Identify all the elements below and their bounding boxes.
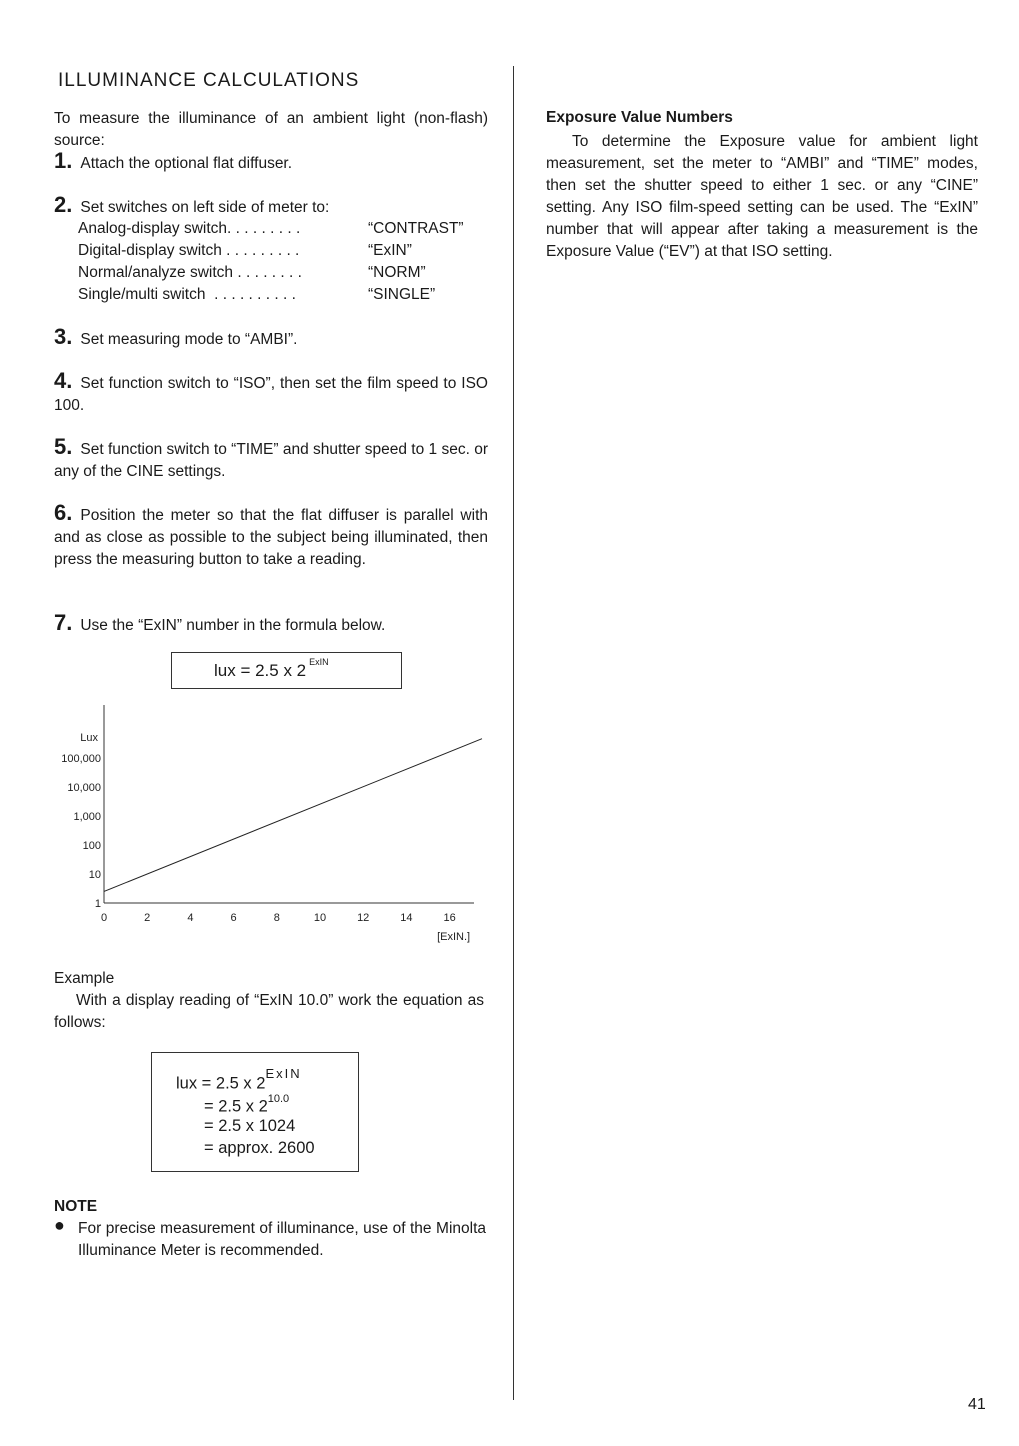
step-4-text: Set function switch to “ISO”, then set the film speed to ISO 100.: [54, 375, 488, 414]
ev-heading: Exposure Value Numbers: [546, 109, 733, 126]
note-bullet: ●: [54, 1215, 65, 1235]
switch-label: Normal/analyze switch . . . . . . . .: [78, 264, 302, 281]
ev-text: To determine the Exposure value for ambient light measurement, set the meter to “AMBI” and “TIME” modes, then set the shutter speed to either 1 sec. or any “CINE” setting. Any ISO film-speed setting can be used. The “ExIN” number that will appear after taking a measurement is the Exposure Value (“EV”) at that ISO setting.: [546, 133, 978, 260]
step-3-number: 3.: [54, 324, 73, 349]
x-tick-label: 6: [230, 912, 237, 924]
example-line-2: [204, 1091, 289, 1118]
example-line-main: lux = 2.5 x 2: [176, 1074, 266, 1093]
switch-row-single: [78, 284, 498, 306]
y-tick-label: 10,000: [67, 782, 101, 794]
x-tick-label: 16: [443, 912, 456, 924]
x-tick-label: 10: [313, 912, 327, 924]
x-tick-label: 14: [400, 912, 413, 924]
y-tick-label: 1: [94, 898, 101, 910]
example-line-main: = 2.5 x 2: [204, 1097, 268, 1116]
note-heading: NOTE: [54, 1198, 98, 1215]
series-line: [104, 739, 482, 892]
x-tick-label: 2: [144, 912, 151, 924]
step-4: [54, 370, 488, 417]
step-7-text: Use the “ExIN” number in the formula below.: [80, 617, 386, 634]
x-tick-label: 8: [273, 912, 280, 924]
step-5-text: Set function switch to “TIME” and shutter speed to 1 sec. or any of the CINE settings.: [54, 441, 488, 480]
example-line-4: = approx. 2600: [204, 1139, 315, 1157]
y-tick-label: 100: [82, 840, 101, 852]
step-7: [54, 612, 488, 637]
y-tick-label: 100,000: [61, 753, 101, 765]
step-1-number: 1.: [54, 148, 73, 173]
intro-text: To measure the illuminance of an ambient light (non-flash) source:: [54, 110, 488, 149]
example-heading: Example: [54, 970, 115, 987]
switch-label: Single/multi switch . . . . . . . . . .: [78, 286, 296, 303]
y-tick-label: 1,000: [73, 811, 101, 823]
page-title: ILLUMINANCE CALCULATIONS: [58, 70, 360, 91]
step-5: [54, 436, 488, 483]
switch-value: “ExIN”: [368, 242, 412, 259]
example-line-3: = 2.5 x 1024: [204, 1117, 296, 1135]
x-tick-label: 0: [100, 912, 108, 924]
note-text: For precise measurement of illuminance, use of the Minolta Illuminance Meter is recommended.: [78, 1220, 486, 1259]
switch-row-digital: [78, 240, 498, 262]
example-text: With a display reading of “ExIN 10.0” work the equation as follows:: [54, 992, 484, 1031]
formula: [214, 657, 329, 681]
example-line-sup: ExIN: [265, 1066, 302, 1081]
step-3-text: Set measuring mode to “AMBI”.: [80, 331, 298, 348]
step-7-number: 7.: [54, 610, 73, 635]
step-1: [54, 150, 488, 175]
switch-row-normal: [78, 262, 498, 284]
example-formula-box: [151, 1052, 359, 1172]
step-2: [54, 194, 488, 219]
switch-value: “CONTRAST”: [368, 220, 464, 237]
switch-value: “NORM”: [368, 264, 426, 281]
switch-value: “SINGLE”: [368, 286, 436, 303]
step-6-text: Position the meter so that the flat diffuser is parallel with and as close as possible to the subject being illuminated, then press the measuring button to take a reading.: [54, 507, 488, 568]
step-2-text: Set switches on left side of meter to:: [80, 199, 330, 216]
x-tick-label: 12: [357, 912, 370, 924]
formula-exponent: ExIN: [309, 657, 329, 668]
formula-base: lux = 2.5 x 2: [214, 661, 307, 680]
step-3: [54, 326, 488, 351]
column-divider: [513, 66, 514, 1400]
y-tick-label: 10: [88, 869, 101, 881]
step-4-number: 4.: [54, 368, 73, 393]
step-6: [54, 502, 488, 571]
step-5-number: 5.: [54, 434, 73, 459]
page-number: 41: [968, 1396, 986, 1413]
step-1-text: Attach the optional flat diffuser.: [80, 155, 293, 172]
example-line-sup: 10.0: [267, 1093, 290, 1105]
x-tick-label: 4: [187, 912, 194, 924]
switch-label: Analog-display switch. . . . . . . . .: [78, 220, 301, 237]
y-axis-label: Lux: [80, 732, 98, 744]
step-2-number: 2.: [54, 192, 73, 217]
switch-label: Digital-display switch . . . . . . . . .: [78, 242, 300, 259]
formula-box: [171, 652, 402, 689]
step-6-number: 6.: [54, 500, 73, 525]
x-axis-label: [ExIN.]: [437, 931, 471, 943]
switch-row-analog: [78, 218, 498, 240]
exin-lux-chart: [40, 700, 500, 950]
